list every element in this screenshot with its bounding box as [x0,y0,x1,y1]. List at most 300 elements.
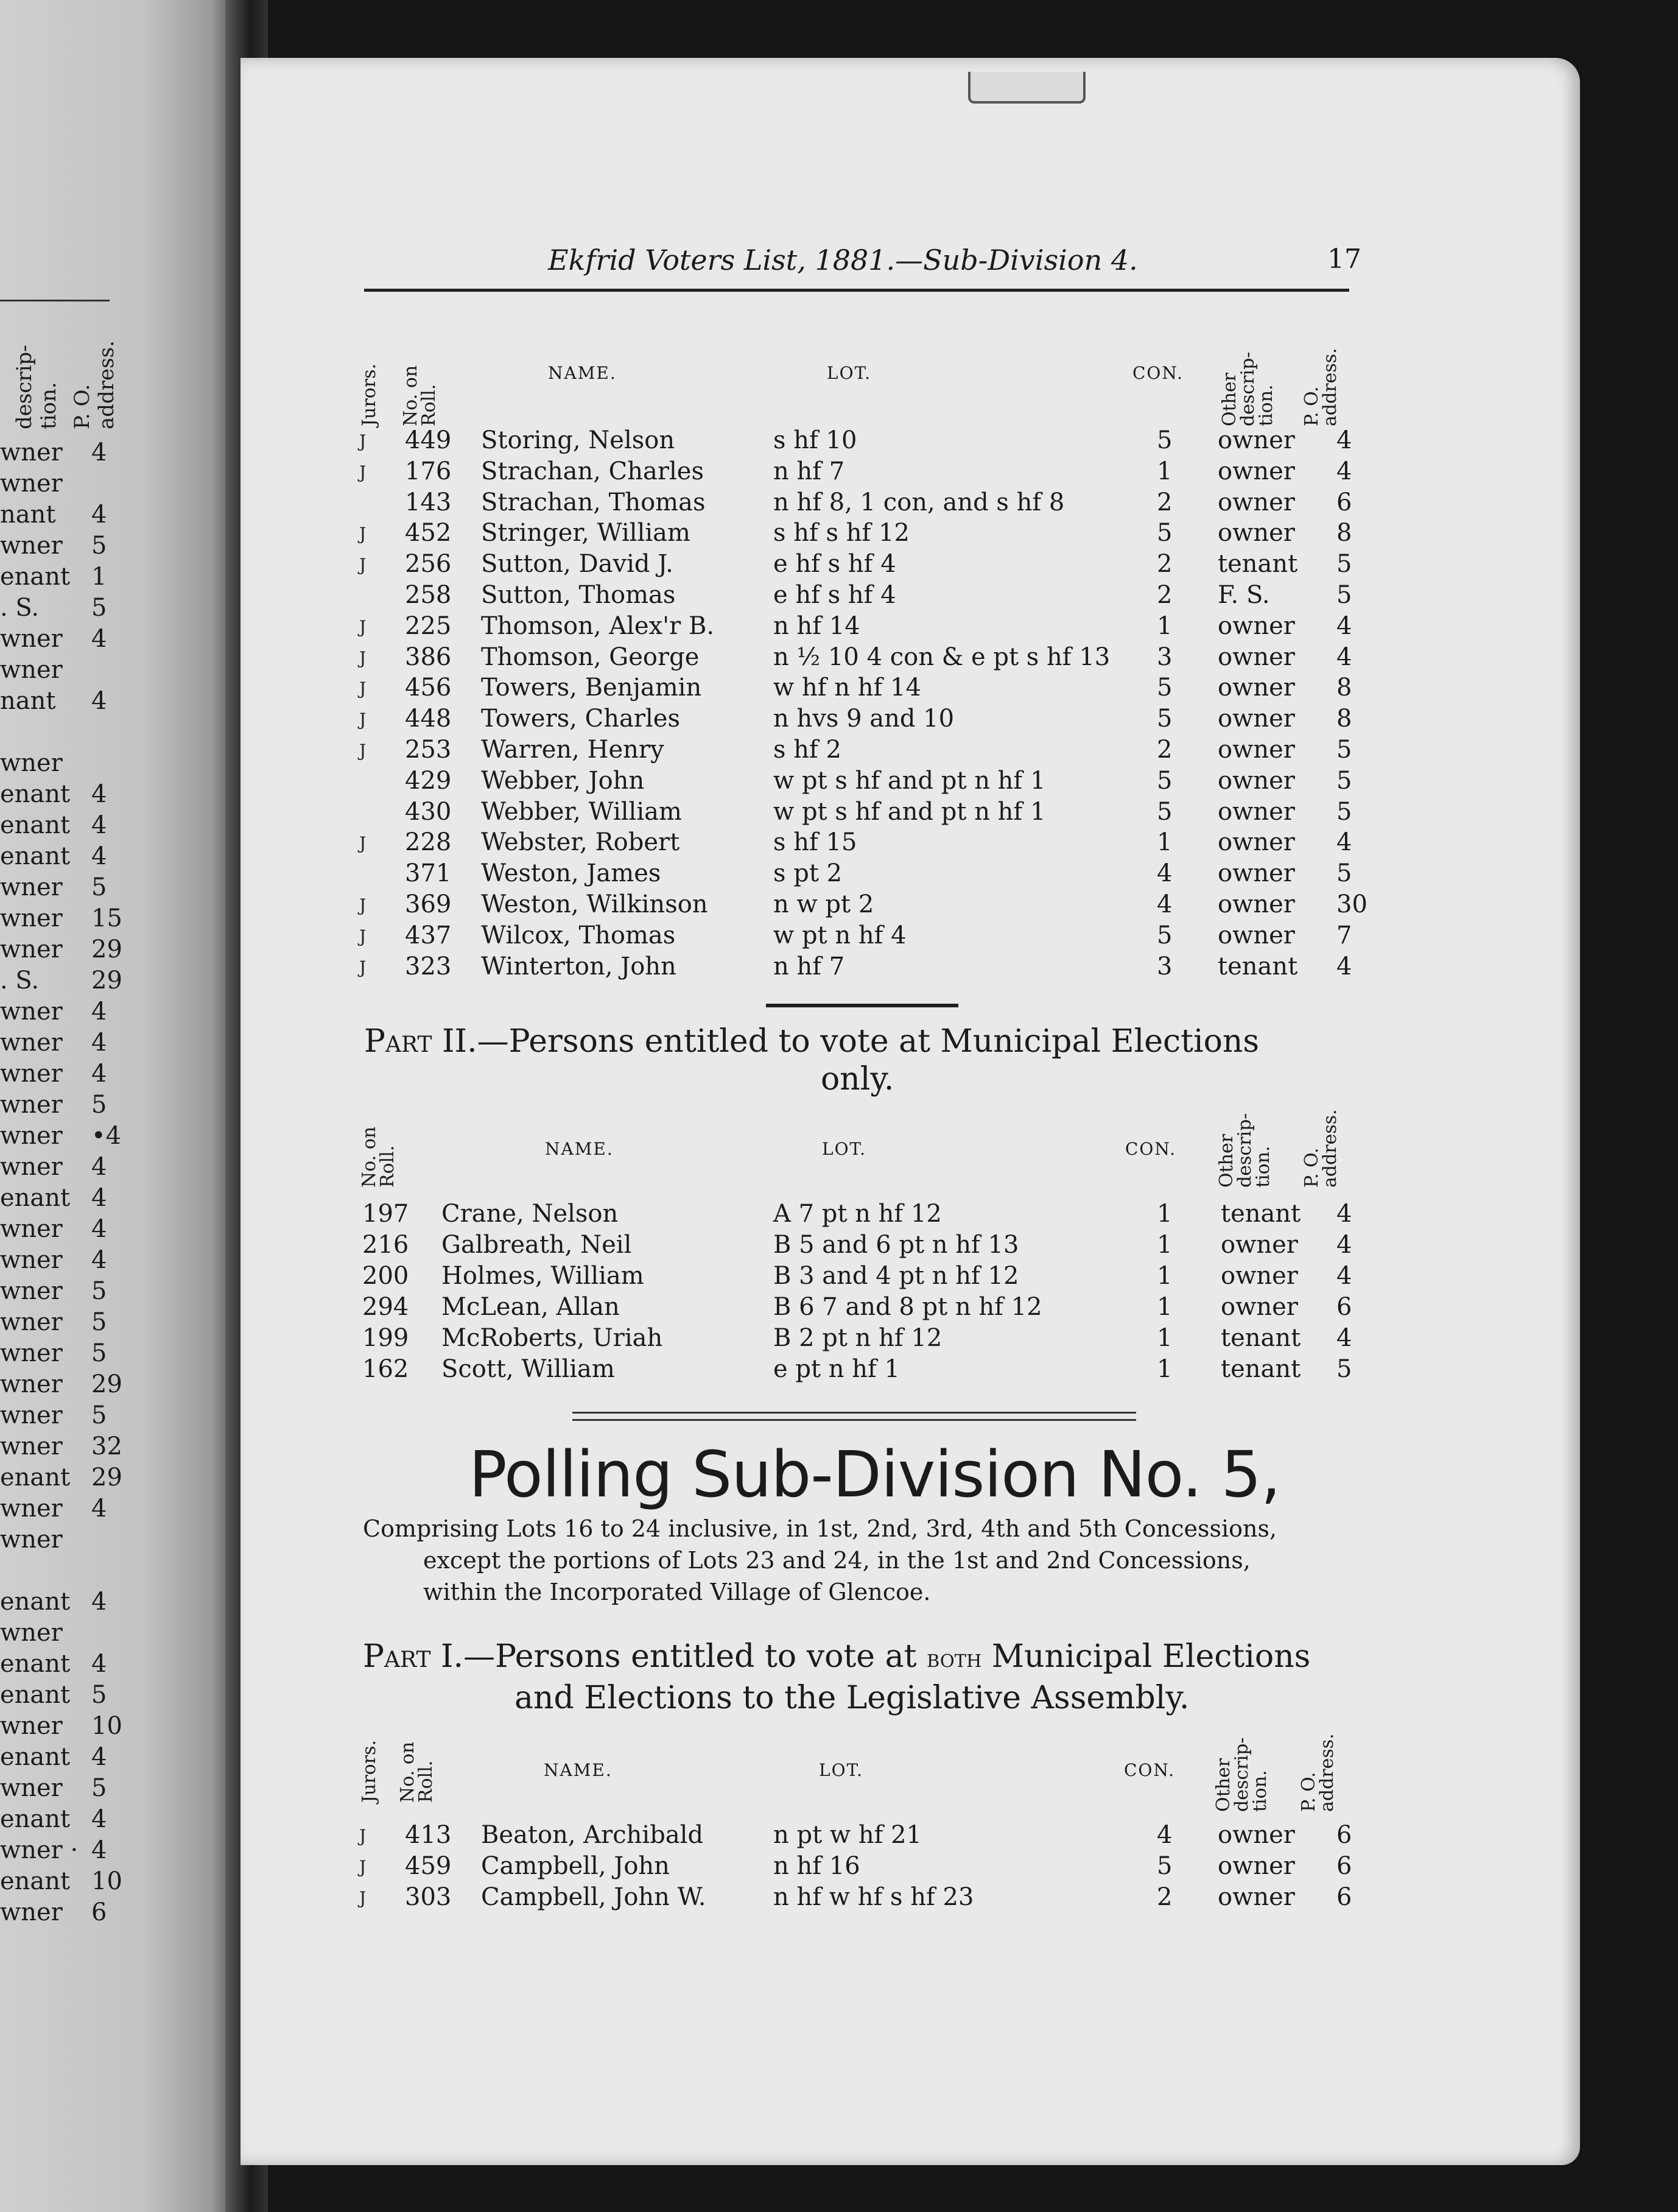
concession: 4 [1157,859,1173,888]
roll-number: 143 [405,488,452,516]
left-page-po: 15 [91,904,122,932]
po-address: 5 [1336,736,1352,764]
voter-row [359,581,1370,611]
lot-desc: w hf n hf 14 [773,674,921,702]
voter-row [359,426,1370,457]
left-page-po: 6 [91,1898,107,1926]
po-address: 4 [1336,828,1352,857]
left-page-desc: enant [0,1805,71,1833]
left-page-desc: wner [0,1774,63,1802]
voter-row [359,1355,1370,1386]
other-desc: tenant [1218,550,1298,579]
left-page-row [0,1681,122,1711]
part2-col-head-no-on-roll: No. on Roll. [359,1126,398,1188]
concession: 5 [1157,921,1173,949]
left-page-po: 4 [91,687,107,715]
other-desc: tenant [1218,952,1298,981]
roll-number: 199 [362,1324,409,1352]
left-page-row [0,1836,122,1867]
concession: 1 [1157,828,1173,857]
left-page-po: 4 [91,842,107,870]
page-number: 17 [1327,244,1361,275]
po-address: 5 [1336,1355,1352,1383]
juror-mark: J [359,957,367,977]
left-page-row [0,1246,122,1277]
other-desc: owner [1218,488,1295,516]
voter-name: Campbell, John W. [481,1883,706,1911]
roll-number: 386 [405,643,452,671]
voter-name: Scott, William [441,1355,615,1383]
lot-desc: B 5 and 6 pt n hf 13 [773,1231,1019,1259]
left-page-desc: wner [0,1432,63,1460]
left-page-row [0,1712,122,1742]
left-page-desc: enant [0,1867,71,1895]
section-double-rule-bottom [572,1419,1136,1421]
po-address: 6 [1336,1852,1352,1880]
s5-col-head-other-desc: Other descrip- tion. [1213,1737,1271,1812]
left-page-po: 29 [91,1464,122,1492]
part2-col-head-po-address: P. O. address. [1301,1109,1341,1188]
other-desc: owner [1218,674,1295,702]
section5-desc-line3: within the Incorporated Village of Glencoe. [423,1579,931,1605]
other-desc: owner [1218,736,1295,764]
part2-col-head-lot: LOT. [822,1139,867,1159]
roll-number: 456 [405,674,452,702]
col-head-con: CON. [1132,363,1184,383]
left-page-po: 5 [91,1774,107,1802]
left-page-po: 4 [91,1588,107,1616]
voter-row [359,1262,1370,1292]
lot-desc: n ½ 10 4 con & e pt s hf 13 [773,643,1111,671]
left-page-desc: wner [0,1308,63,1336]
left-page-row [0,998,122,1028]
po-address: 5 [1336,766,1352,795]
col-head-jurors: Jurors. [359,363,380,426]
left-page-po: 4 [91,1743,107,1771]
concession: 4 [1157,1821,1173,1849]
left-page-po: 1 [91,563,107,591]
left-page-po: 4 [91,1060,107,1088]
part2-title: Part II.—Persons entitled to vote at Municipal Elections [364,1023,1260,1060]
left-page-row [0,1743,122,1773]
concession: 1 [1157,1231,1173,1259]
left-page-po: •4 [91,1122,122,1150]
left-page-desc: wner [0,532,63,560]
s5-col-head-jurors: Jurors. [359,1739,380,1803]
po-address: 5 [1336,550,1352,579]
left-page-po: 4 [91,1215,107,1243]
left-page-po: 4 [91,1246,107,1274]
lot-desc: n hf 16 [773,1852,860,1880]
left-page-po: 4 [91,1836,107,1864]
voter-name: Strachan, Charles [481,457,704,485]
left-page-po: 5 [91,1091,107,1119]
left-page-row [0,718,122,748]
voter-name: Strachan, Thomas [481,488,706,516]
left-page-row [0,967,122,997]
left-page-desc: wner [0,1153,63,1181]
voter-row [359,1852,1370,1883]
other-desc: owner [1218,828,1295,857]
lot-desc: n hf 7 [773,952,845,981]
voter-row [359,798,1370,828]
left-page-row [0,1432,122,1463]
concession: 2 [1157,581,1173,609]
left-page-desc: nant [0,501,56,529]
left-page-desc: wner [0,935,63,963]
po-address: 6 [1336,1821,1352,1849]
concession: 1 [1157,1200,1173,1228]
left-page-po: 5 [91,1339,107,1367]
juror-mark: J [359,1826,367,1846]
other-desc: owner [1218,921,1295,949]
left-page-po: 5 [91,1681,107,1709]
other-desc: owner [1218,1852,1295,1880]
col-head-name: NAME. [548,363,617,383]
left-page-row [0,501,122,531]
left-page-row [0,904,122,935]
lot-desc: s pt 2 [773,859,843,888]
concession: 2 [1157,1883,1173,1911]
voter-row [359,1200,1370,1230]
left-page-row [0,687,122,717]
left-page-desc: wner [0,1029,63,1057]
roll-number: 200 [362,1262,409,1290]
voter-row [359,1231,1370,1261]
left-page-desc: wner [0,1619,63,1647]
juror-mark: J [359,1888,367,1908]
po-address: 6 [1336,1293,1352,1321]
left-page-desc: wner [0,1215,63,1243]
left-page-desc: wner [0,1712,63,1740]
po-address: 5 [1336,859,1352,888]
voter-name: Wilcox, Thomas [481,921,676,949]
lot-desc: n w pt 2 [773,890,874,918]
voter-row [359,612,1370,643]
section-double-rule-top [572,1412,1136,1414]
left-page-rule [0,300,110,301]
lot-desc: e hf s hf 4 [773,550,896,579]
left-page-row [0,1153,122,1183]
po-address: 6 [1336,1883,1352,1911]
left-page-desc: enant [0,1681,71,1709]
roll-number: 369 [405,890,452,918]
lot-desc: B 6 7 and 8 pt n hf 12 [773,1293,1042,1321]
voter-row [359,550,1370,580]
voter-name: Webber, William [481,797,682,826]
po-address: 4 [1336,426,1352,454]
voter-name: Thomson, Alex'r B. [481,611,715,640]
left-page-row [0,1122,122,1152]
voter-row [359,953,1370,983]
left-col-heading-desc: descrip- tion. [12,345,61,429]
left-page-po: 4 [91,1495,107,1523]
left-page-row [0,594,122,624]
left-page-row [0,1370,122,1401]
voter-name: Warren, Henry [481,736,664,764]
left-page-row [0,656,122,686]
left-page-row [0,780,122,811]
left-page-po: 29 [91,967,122,995]
voter-row [359,705,1370,735]
lot-desc: w pt s hf and pt n hf 1 [773,797,1046,826]
s5-col-head-no-on-roll: No. on Roll. [397,1741,437,1803]
part2-col-head-other-desc: Other descrip- tion. [1216,1113,1274,1188]
other-desc: owner [1218,890,1295,918]
voter-row [359,1324,1370,1354]
juror-mark: J [359,1857,367,1877]
other-desc: owner [1218,859,1295,888]
po-address: 4 [1336,1200,1352,1228]
left-page-desc: wner [0,470,63,498]
col-head-lot: LOT. [827,363,872,383]
s5-col-head-lot: LOT. [819,1760,864,1780]
roll-number: 294 [362,1293,409,1321]
lot-desc: e pt n hf 1 [773,1355,900,1383]
voter-row [359,736,1370,766]
left-page-desc: wner [0,873,63,901]
other-desc: tenant [1221,1324,1301,1352]
left-page-desc: wner [0,1370,63,1398]
roll-number: 162 [362,1355,409,1383]
roll-number: 258 [405,581,452,609]
lot-desc: n hf 14 [773,611,860,640]
left-page-row [0,470,122,500]
roll-number: 452 [405,519,452,548]
juror-mark: J [359,710,367,730]
left-page-row [0,532,122,562]
voter-name: Towers, Benjamin [481,674,702,702]
lot-desc: s hf s hf 12 [773,519,910,548]
left-page-row [0,1774,122,1805]
other-desc: owner [1218,457,1295,485]
other-desc: owner [1218,426,1295,454]
left-page-po: 5 [91,1308,107,1336]
po-address: 4 [1336,1262,1352,1290]
left-page-desc: . S. [0,967,40,995]
left-page-desc: enant [0,1650,71,1678]
juror-mark: J [359,833,367,854]
other-desc: owner [1218,519,1295,548]
left-page-desc: wner [0,656,63,684]
left-page-row [0,1464,122,1494]
left-page-desc: enant [0,563,71,591]
po-address: 6 [1336,488,1352,516]
left-col-heading-po: P. O. address. [70,340,119,429]
lot-desc: w pt n hf 4 [773,921,907,949]
concession: 5 [1157,797,1173,826]
other-desc: owner [1218,1821,1295,1849]
voter-name: Thomson, George [481,643,700,671]
po-address: 4 [1336,1324,1352,1352]
left-page-desc: wner [0,1060,63,1088]
divider-rule [766,1004,958,1007]
concession: 5 [1157,705,1173,733]
voter-name: Weston, Wilkinson [481,890,708,918]
voter-row [359,674,1370,704]
left-page-po: 5 [91,532,107,560]
left-page-po: 5 [91,594,107,622]
po-address: 4 [1336,611,1352,640]
lot-desc: s hf 15 [773,828,857,857]
voter-row [359,921,1370,952]
lot-desc: n hf 8, 1 con, and s hf 8 [773,488,1065,516]
lot-desc: e hf s hf 4 [773,581,896,609]
lot-desc: n hvs 9 and 10 [773,705,955,733]
roll-number: 256 [405,550,452,579]
left-page-po: 29 [91,935,122,963]
voter-name: McRoberts, Uriah [441,1324,663,1352]
left-page-po: 5 [91,873,107,901]
po-address: 5 [1336,797,1352,826]
left-page-row [0,1060,122,1090]
voter-row [359,1293,1370,1323]
po-address: 4 [1336,952,1352,981]
concession: 5 [1157,1852,1173,1880]
left-page-desc: enant [0,1184,71,1212]
juror-mark: J [359,524,367,544]
juror-mark: J [359,895,367,915]
left-page-row [0,1215,122,1245]
header-rule [364,289,1349,292]
left-page-row [0,1867,122,1898]
left-page-desc: wner [0,439,63,467]
voter-name: Weston, James [481,859,661,888]
left-page-row [0,1029,122,1059]
voter-name: Stringer, William [481,519,690,548]
section5-part1-title-line2: and Elections to the Legislative Assembly. [514,1680,1190,1716]
left-page-desc: enant [0,1743,71,1771]
other-desc: owner [1221,1231,1298,1259]
section5-title: Polling Sub-Division No. 5, [469,1437,1280,1512]
left-page-desc: wner [0,1091,63,1119]
juror-mark: J [359,678,367,699]
left-page-desc: wner [0,625,63,653]
voter-row [359,519,1370,549]
left-page-po: 4 [91,1153,107,1181]
left-page-desc: wner [0,998,63,1026]
left-page-desc: wner · [0,1836,79,1864]
voter-name: Crane, Nelson [441,1200,619,1228]
lot-desc: s hf 2 [773,736,841,764]
juror-mark: J [359,431,367,451]
lot-desc: s hf 10 [773,426,857,454]
lot-desc: A 7 pt n hf 12 [773,1200,942,1228]
left-page-desc: nant [0,687,56,715]
col-head-no-on-roll: No. on Roll. [400,365,440,426]
left-page-desc: wner [0,1526,63,1554]
left-page-desc: wner [0,1495,63,1523]
left-page-row [0,1091,122,1121]
left-page-row [0,563,122,593]
left-page-po: 4 [91,501,107,529]
left-page-desc: enant [0,780,71,808]
roll-number: 430 [405,797,452,826]
lot-desc: B 2 pt n hf 12 [773,1324,943,1352]
s5-col-head-con: CON. [1124,1760,1175,1780]
left-page-po: 4 [91,1650,107,1678]
roll-number: 253 [405,736,452,764]
voter-name: Campbell, John [481,1852,670,1880]
po-address: 7 [1336,921,1352,949]
left-page-row [0,1805,122,1836]
concession: 2 [1157,488,1173,516]
concession: 5 [1157,674,1173,702]
s5-col-head-po-address: P. O. address. [1298,1733,1338,1812]
col-head-other-desc: Other descrip- tion. [1219,351,1277,426]
roll-number: 413 [405,1821,452,1849]
po-address: 30 [1336,890,1367,918]
voter-row [359,767,1370,797]
concession: 2 [1157,550,1173,579]
left-page-row [0,749,122,780]
lot-desc: n pt w hf 21 [773,1821,922,1849]
roll-number: 437 [405,921,452,949]
left-page-po: 10 [91,1867,122,1895]
voter-name: Sutton, David J. [481,550,673,579]
lot-desc: B 3 and 4 pt n hf 12 [773,1262,1019,1290]
left-page-desc: wner [0,1401,63,1429]
concession: 1 [1157,1262,1173,1290]
part2-col-head-name: NAME. [545,1139,614,1159]
left-page-desc: enant [0,1588,71,1616]
po-address: 4 [1336,643,1352,671]
left-page-row [0,842,122,873]
juror-mark: J [359,926,367,946]
page-tab-notch [968,72,1086,104]
left-page-po: 32 [91,1432,122,1460]
other-desc: tenant [1221,1200,1301,1228]
concession: 1 [1157,457,1173,485]
left-page-desc: wner [0,1339,63,1367]
voter-name: Winterton, John [481,952,676,981]
juror-mark: J [359,555,367,576]
concession: 1 [1157,611,1173,640]
roll-number: 449 [405,426,452,454]
roll-number: 323 [405,952,452,981]
concession: 1 [1157,1293,1173,1321]
other-desc: owner [1218,611,1295,640]
roll-number: 448 [405,705,452,733]
part2-col-head-con: CON. [1125,1139,1176,1159]
concession: 4 [1157,890,1173,918]
concession: 2 [1157,736,1173,764]
left-page-row [0,1339,122,1370]
left-page-row [0,873,122,904]
voter-row [359,643,1370,674]
other-desc: owner [1221,1262,1298,1290]
po-address: 4 [1336,1231,1352,1259]
voter-row [359,890,1370,921]
left-page-row [0,1588,122,1618]
other-desc: owner [1218,766,1295,795]
left-page-po: 4 [91,811,107,839]
left-page-po: 5 [91,1277,107,1305]
voter-row [359,828,1370,859]
voter-row [359,1883,1370,1914]
col-head-po-address: P. O. address. [1301,348,1341,426]
roll-number: 459 [405,1852,452,1880]
lot-desc: w pt s hf and pt n hf 1 [773,766,1046,795]
left-page-row [0,1650,122,1680]
juror-mark: J [359,616,367,637]
concession: 5 [1157,766,1173,795]
left-page-desc: wner [0,1122,63,1150]
other-desc: owner [1218,705,1295,733]
left-page-desc: enant [0,842,71,870]
voter-name: Storing, Nelson [481,426,675,454]
other-desc: F. S. [1218,581,1270,609]
